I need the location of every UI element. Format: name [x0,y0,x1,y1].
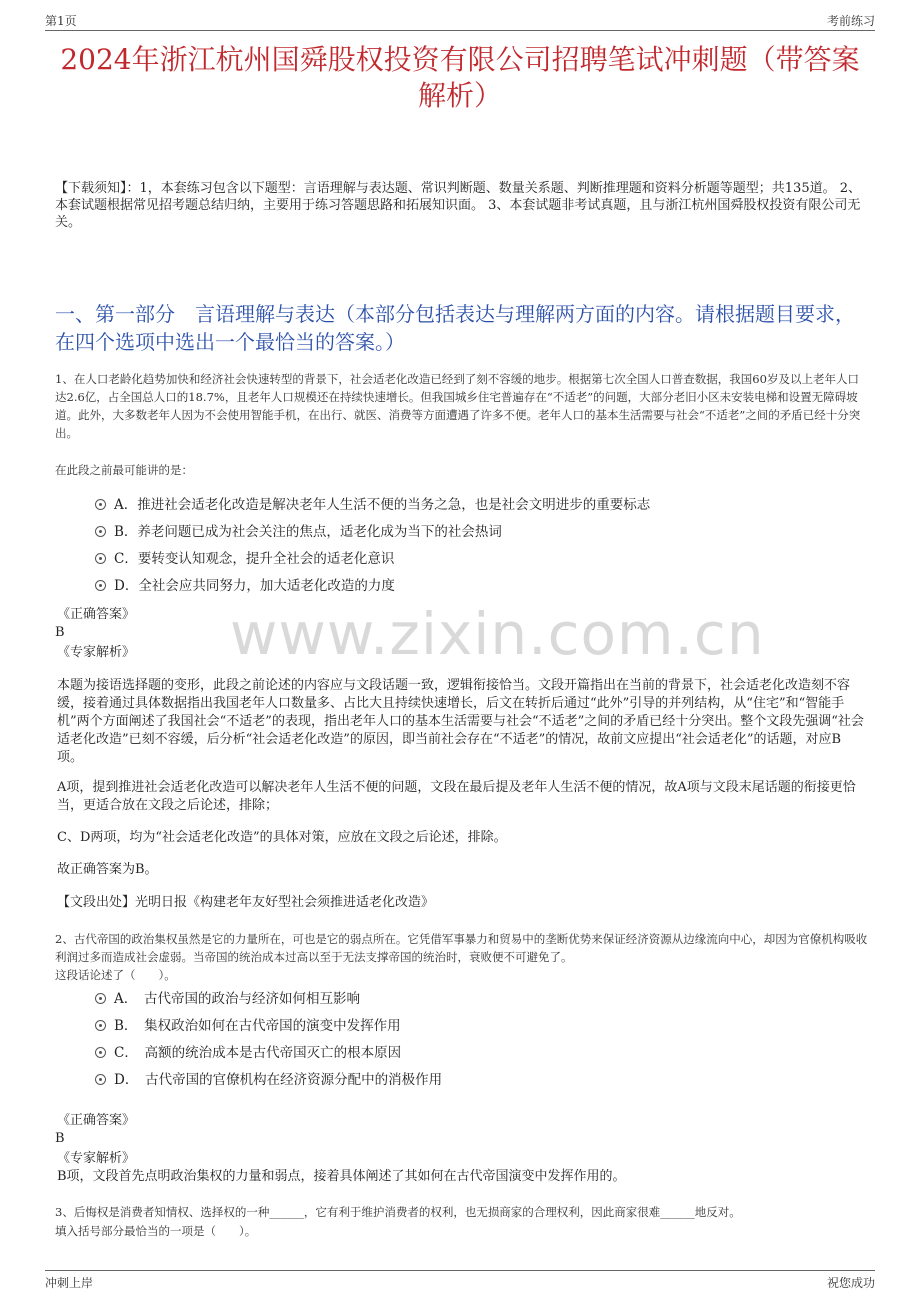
analysis-paragraph: A项，提到推进社会适老化改造可以解决老年人生活不便的问题，文段在最后提及老年人生活不便的情况，故A项与文段末尾话题的衔接更恰当，更适合放在文段之后论述，排除； [57,780,856,813]
page-number: 第1页 [45,14,77,28]
question-1-option-b[interactable] [95,523,502,541]
question-2-ask: 这段话论述了（ ）。 [55,968,176,982]
analysis-label: 《专家解析》 [57,1151,136,1166]
option-label: A． 古代帝国的政治与经济如何相互影响 [114,991,360,1007]
header-note: 考前练习 [826,14,875,28]
question-2-option-b[interactable] [95,1017,401,1035]
page-header [45,12,875,31]
answer-value: B [55,1131,65,1146]
radio-icon[interactable] [95,553,106,564]
analysis-paragraph: C、D两项，均为“社会适老化改造”的具体对策，应放在文段之后论述，排除。 [57,830,507,845]
question-2-option-c[interactable] [95,1044,401,1062]
radio-icon[interactable] [95,499,106,510]
radio-icon[interactable] [95,993,106,1004]
question-1-ask: 在此段之前最可能讲的是： [55,463,193,477]
analysis-paragraph: 本题为接语选择题的变形，此段之前论述的内容应与文段话题一致，逻辑衔接恰当。文段开篇指出在当前的背景下，社会适老化改造刻不容缓，接着通过具体数据指出我国老年人口数量多、占比大且持续快速增长，后文在转折后通过“此外”引导的并列结构，从“住宅”和“智能手机”两个方面阐述了我国社会“不适老”的表现，指出老年人口的基本生活需要与社会“不适老”之间的矛盾已经十分突出。整个文段先强调“社会适老化改造”已刻不容缓，后分析“社会适老化改造”的原因，即当前社会存在“不适老”的情况，故前文应提出“社会适老化”的话题，对应B项。 [57,678,864,765]
question-1-option-d[interactable] [95,577,395,595]
option-label: D． 古代帝国的官僚机构在经济资源分配中的消极作用 [114,1072,443,1088]
question-2-option-a[interactable] [95,990,360,1008]
radio-icon[interactable] [95,580,106,591]
radio-icon[interactable] [95,1020,106,1031]
option-label: A．推进社会适老化改造是解决老年人生活不便的当务之急，也是社会文明进步的重要标志 [114,497,651,513]
analysis-paragraph: B项，文段首先点明政治集权的力量和弱点，接着具体阐述了其如何在古代帝国演变中发挥作用的。 [57,1169,626,1184]
question-3-stem: 3、后悔权是消费者知情权、选择权的一种______，它有利于维护消费者的权利，也无损商家的合理权利，因此商家很难______地反对。 [55,1205,741,1219]
option-label: C．要转变认知观念，提升全社会的适老化意识 [114,551,395,567]
watermark: www.zixin.com.cn [230,600,765,668]
answer-value: B [55,625,65,640]
answer-label: 《正确答案》 [57,1113,136,1128]
option-label: B．养老问题已成为社会关注的焦点，适老化成为当下的社会热词 [114,524,502,540]
question-1-option-a[interactable] [95,496,650,514]
radio-icon[interactable] [95,1074,106,1085]
footer-right: 祝您成功 [826,1276,875,1290]
question-3-ask: 填入括号部分最恰当的一项是（ ）。 [55,1224,257,1238]
download-notice: 【下载须知】：1，本套练习包含以下题型：言语理解与表达题、常识判断题、数量关系题、判断推理题和资料分析题等题型；共135道。 2、本套试题根据常见招考题总结归纳，主要用于练习答题思路和拓展知识面。 3、本套试题非考试真题，且与浙江杭州国舜股权投资有限公司无关。 [55,181,861,230]
option-label: D．全社会应共同努力，加大适老化改造的力度 [114,578,395,594]
answer-label: 《正确答案》 [57,607,136,622]
analysis-paragraph: 故正确答案为B。 [57,862,158,877]
source-citation: 【文段出处】光明日报《构建老年友好型社会须推进适老化改造》 [57,895,435,910]
option-label: C． 高额的统治成本是古代帝国灭亡的根本原因 [114,1045,402,1061]
question-1-option-c[interactable] [95,550,394,568]
radio-icon[interactable] [95,526,106,537]
section-heading: 一、第一部分 言语理解与表达（本部分包括表达与理解两方面的内容。请根据题目要求，在四个选项中选出一个最恰当的答案。） [55,302,855,354]
analysis-label: 《专家解析》 [57,645,136,660]
question-2-option-d[interactable] [95,1071,442,1089]
document-title: 2024年浙江杭州国舜股权投资有限公司招聘笔试冲刺题（带答案解析） [60,43,860,112]
question-2-stem: 2、古代帝国的政治集权虽然是它的力量所在，可也是它的弱点所在。它凭借军事暴力和贸易中的垄断优势来保证经济资源从边缘流向中心，却因为官僚机构吸收利润过多而造成社会虚弱。当帝国的统治成本过高以至于无法支撑帝国的统治时，衰败便不可避免了。 [55,932,868,964]
page-footer [45,1270,875,1291]
footer-left: 冲刺上岸 [45,1276,94,1290]
radio-icon[interactable] [95,1047,106,1058]
option-label: B． 集权政治如何在古代帝国的演变中发挥作用 [114,1018,401,1034]
question-1-stem: 1、在人口老龄化趋势加快和经济社会快速转型的背景下，社会适老化改造已经到了刻不容缓的地步。根据第七次全国人口普查数据，我国60岁及以上老年人口达2.6亿，占全国总人口的18.7%，且老年人口规模还在持续快速增长。但我国城乡住宅普遍存在“不适老”的问题，大部分老旧小区未安装电梯和设置无障碍坡道。此外，大多数老年人因为不会使用智能手机，在出行、就医、消费等方面遭遇了许多不便。老年人口的基本生活需要与社会“不适老”之间的矛盾已经十分突出。 [55,372,861,440]
